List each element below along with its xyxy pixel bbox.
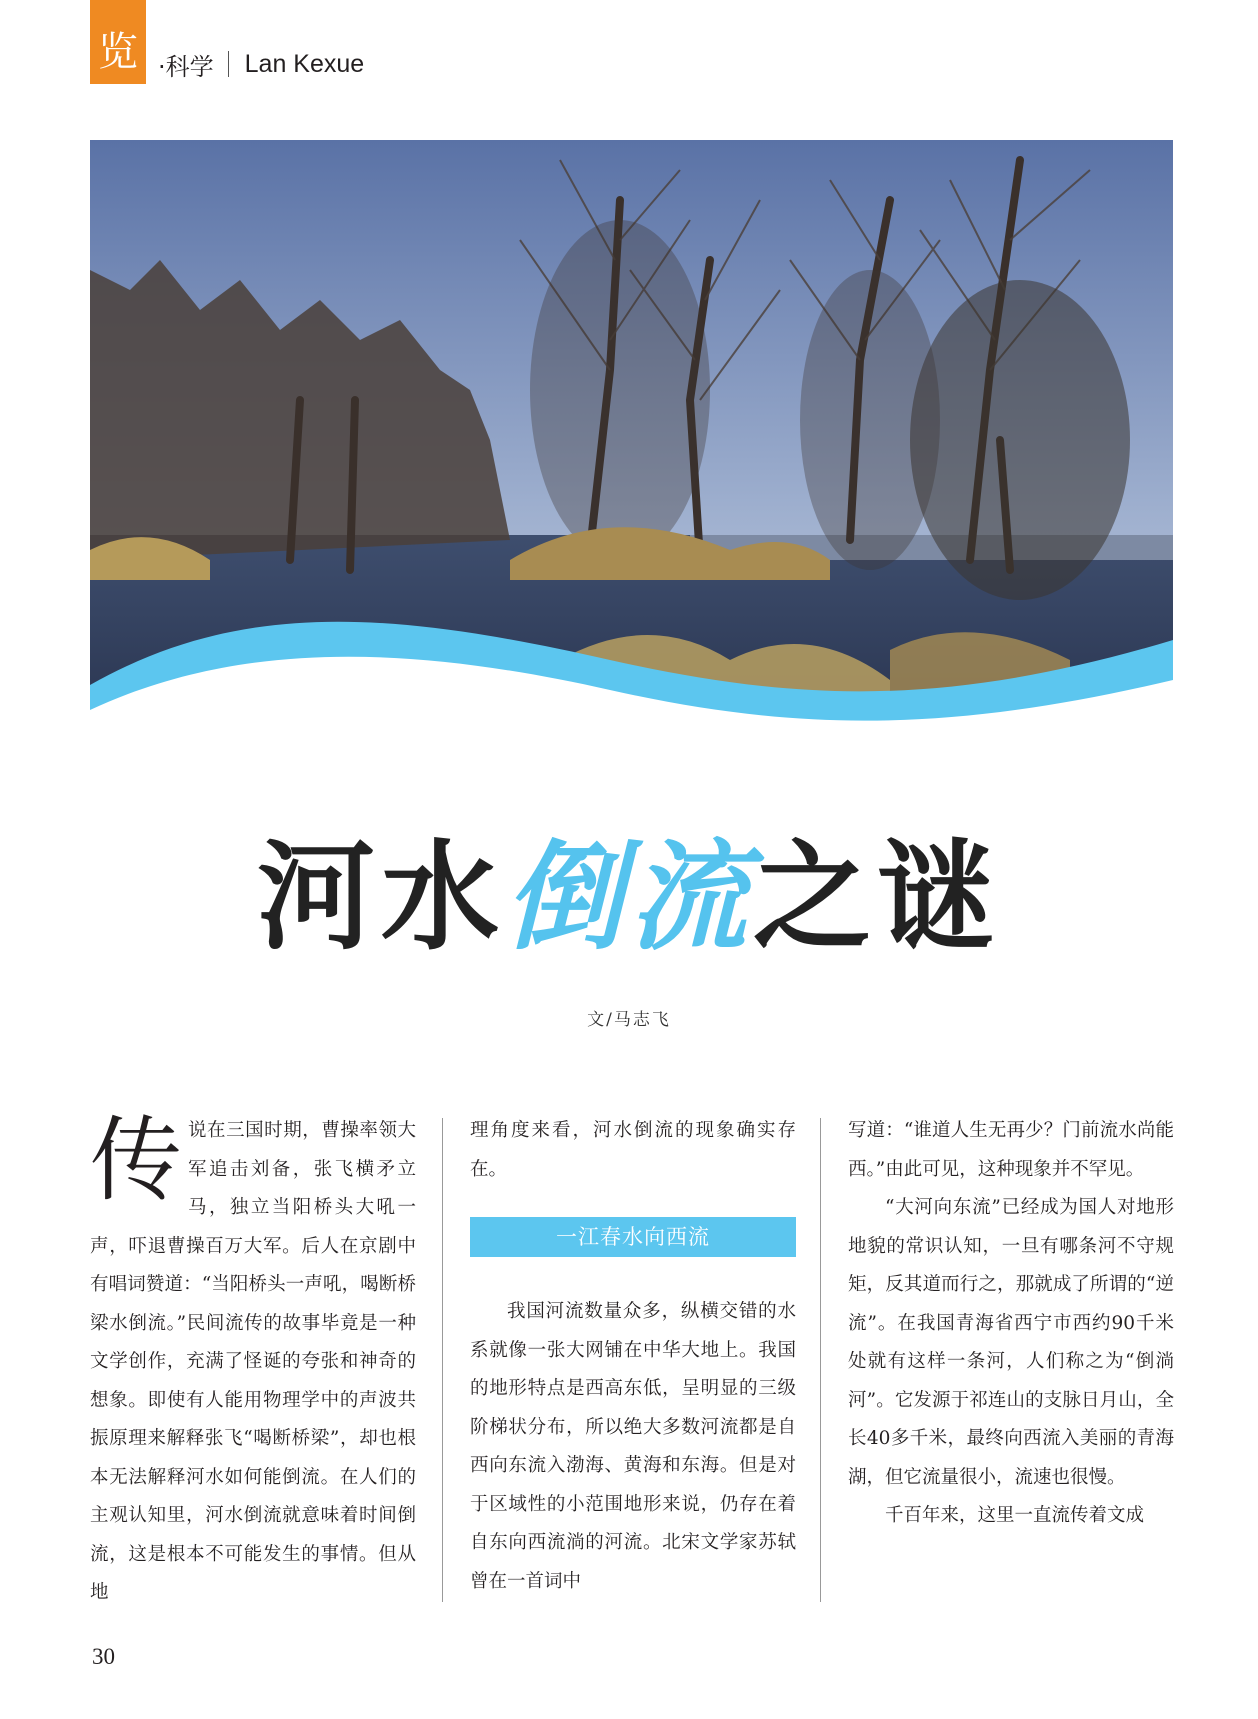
article-title [0, 828, 1258, 966]
section-name: ·科学 [158, 52, 214, 81]
paragraph: 我国河流数量众多，纵横交错的水系就像一张大网铺在中华大地上。我国的地形特点是西高东低，呈明显的三级阶梯状分布，所以绝大多数河流都是自西向东流入渤海、黄海和东海。但是对于区域性的小范围地形来说，仍存在着自东向西流淌的河流。北宋文学家苏轼曾在一首词中 [470, 1301, 796, 1592]
column-divider [442, 1118, 443, 1602]
paragraph [90, 1107, 416, 1613]
drop-cap: 传 [90, 1107, 183, 1214]
column-2 [470, 1112, 796, 1601]
title-accent: 倒流 [504, 828, 753, 966]
paragraph: 理角度来看，河水倒流的现象确实存在。 [470, 1120, 796, 1180]
column-divider [820, 1118, 821, 1602]
title-part1: 河水 [256, 828, 505, 966]
paragraph: 写道：“谁道人生无再少？门前流水尚能西。”由此可见，这种现象并不罕见。 [848, 1120, 1174, 1180]
column-3 [848, 1112, 1174, 1536]
paragraph: “大河向东流”已经成为国人对地形地貌的常识认知，一旦有哪条河不守规矩，反其道而行之，那就成了所谓的“逆流”。在我国青海省西宁市西约90千米处就有这样一条河，人们称之为“倒淌河”。它发源于祁连山的支脉日月山，全长40多千米，最终向西流入美丽的青海湖，但它流量很小，流速也很慢。 [848, 1197, 1174, 1488]
column-1 [90, 1107, 416, 1613]
subheading: 一江春水向西流 [470, 1217, 796, 1257]
page-number: 30 [92, 1644, 115, 1669]
header-divider [228, 51, 229, 77]
section-name-en: Lan Kexue [244, 49, 365, 78]
section-header [158, 44, 364, 84]
section-badge: 览 [90, 0, 146, 84]
byline: 文/马志飞 [587, 1010, 671, 1030]
paragraph: 千百年来，这里一直流传着文成 [885, 1505, 1145, 1526]
lake-trees-photo [90, 140, 1173, 765]
paragraph-text: 说在三国时期，曹操率领大军追击刘备，张飞横矛立马，独立当阳桥头大吼一声，吓退曹操百万大军。后人在京剧中有唱词赞道：“当阳桥头一声吼，喝断桥梁水倒流。”民间流传的故事毕竟是一种文学创作，充满了怪诞的夸张和神奇的想象。即使有人能用物理学中的声波共振原理来解释张飞“喝断桥梁”，却也根本无法解释河水如何能倒流。在人们的主观认知里，河水倒流就意味着时间倒流，这是根本不可能发生的事情。但从地 [90, 1120, 416, 1603]
title-part2: 之谜 [753, 828, 1002, 966]
